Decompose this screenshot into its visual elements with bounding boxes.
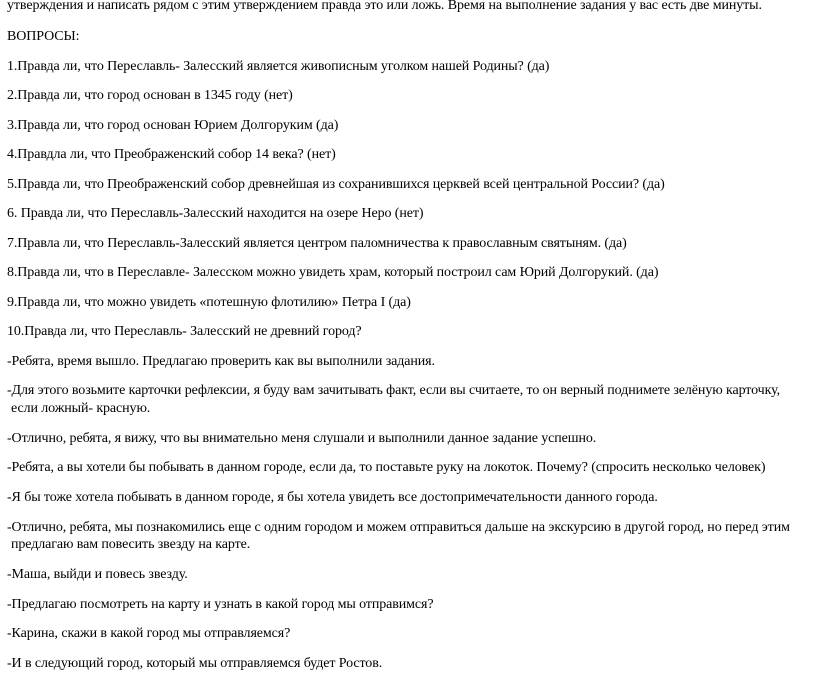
dialogue-line: -Для этого возьмите карточки рефлексии, я буду вам зачитывать факт, если вы считаете, то он верный поднимете зелёную карточку,	[7, 383, 781, 398]
question-item: 8.Правда ли, что в Переславле- Залесском можно увидеть храм, который построил сам Юрий Долгорукий. (да)	[7, 265, 659, 280]
dialogue-line: -Ребята, а вы хотели бы побывать в данном городе, если да, то поставьте руку на локоток. Почему? (спросить несколько человек)	[7, 460, 766, 475]
question-item: 5.Правда ли, что Преображенский собор древнейшая из сохранившихся церквей всей центральной России? (да)	[7, 177, 665, 192]
dialogue-line: -Маша, выйди и повесь звезду.	[7, 567, 188, 582]
question-item: 6. Правда ли, что Переславль-Залесский находится на озере Неро (нет)	[7, 206, 424, 221]
questions-heading: ВОПРОСЫ:	[7, 29, 80, 44]
question-item: 3.Правда ли, что город основан Юрием Долгоруким (да)	[7, 118, 339, 133]
question-item: 4.Правдла ли, что Преображенский собор 14 века? (нет)	[7, 147, 336, 162]
intro-text: утверждения и написать рядом с этим утверждением правда это или ложь. Время на выполнение задания у вас есть две минуты.	[7, 0, 762, 13]
dialogue-line: -И в следующий город, который мы отправляемся будет Ростов.	[7, 656, 383, 671]
dialogue-line: -Карина, скажи в какой город мы отправляемся?	[7, 626, 291, 641]
dialogue-line: -Предлагаю посмотреть на карту и узнать в какой город мы отправимся?	[7, 597, 434, 612]
question-item: 2.Правда ли, что город основан в 1345 году (нет)	[7, 88, 293, 103]
dialogue-line: -Отлично, ребята, мы познакомились еще с одним городом и можем отправиться дальше на экскурсию в другой город, но перед этим	[7, 520, 790, 535]
dialogue-line: -Ребята, время вышло. Предлагаю проверить как вы выполнили задания.	[7, 354, 435, 369]
question-item: 10.Правда ли, что Переславль- Залесский не древний город?	[7, 324, 362, 339]
dialogue-line-continued: если ложный- красную.	[11, 401, 151, 416]
question-item: 1.Правда ли, что Переславль- Залесский является живописным уголком нашей Родины? (да)	[7, 59, 550, 74]
question-item: 9.Правда ли, что можно увидеть «потешную флотилию» Петра I (да)	[7, 295, 411, 310]
dialogue-line-continued: предлагаю вам повесить звезду на карте.	[11, 537, 251, 552]
question-item: 7.Правла ли, что Переславль-Залесский является центром паломничества к православным святыням. (да)	[7, 236, 627, 251]
dialogue-line: -Отлично, ребята, я вижу, что вы внимательно меня слушали и выполнили данное задание успешно.	[7, 431, 597, 446]
dialogue-line: -Я бы тоже хотела побывать в данном городе, я бы хотела увидеть все достопримечательности данного города.	[7, 490, 658, 505]
